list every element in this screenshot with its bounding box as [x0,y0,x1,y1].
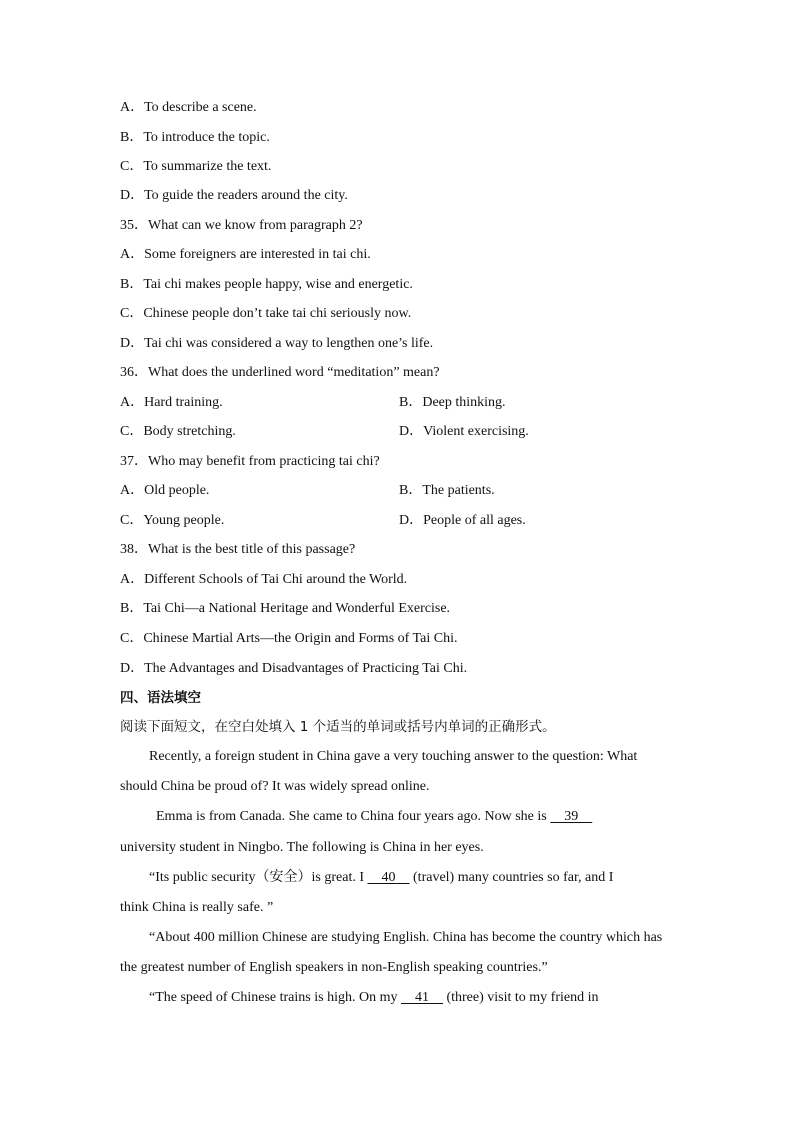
q36-option-b: B．Deep thinking. [399,395,506,410]
passage-paragraph-4-line-1: “About 400 million Chinese are studying English. China has become the country which has [149,930,663,945]
passage-paragraph-3-line-2: think China is really safe. ” [120,900,274,915]
passage-text: (travel) many countries so far, and I [409,870,614,885]
q37-stem: 37．Who may benefit from practicing tai chi? [120,454,380,469]
q35-option-b: B．Tai chi makes people happy, wise and energetic. [120,277,413,292]
passage-text: “The speed of Chinese trains is high. On my [149,990,401,1005]
section-instruction: 阅读下面短文，在空白处填入 1 个适当的单词或括号内单词的正确形式。 [120,719,556,735]
q35-option-a: A．Some foreigners are interested in tai chi. [120,247,371,262]
q36-stem: 36．What does the underlined word “meditation” mean? [120,365,440,380]
passage-paragraph-3-line-1 [149,869,613,887]
q35-option-c: C．Chinese people don’t take tai chi seriously now. [120,306,412,321]
passage-paragraph-4-line-2: the greatest number of English speakers in non-English speaking countries.” [120,960,548,975]
passage-paragraph-2-line-1 [156,808,592,826]
passage-paragraph-1-line-2: should China be proud of? It was widely spread online. [120,779,430,794]
q34-option-a: A．To describe a scene. [120,100,257,115]
passage-paragraph-1-line-1: Recently, a foreign student in China gave a very touching answer to the question: What [149,749,638,764]
passage-text: (three) visit to my friend in [442,990,599,1005]
q38-stem: 38．What is the best title of this passage? [120,542,356,557]
q37-option-d: D．People of all ages. [399,513,526,528]
q35-option-d: D．Tai chi was considered a way to lengthen one’s life. [120,336,434,351]
q38-option-b: B．Tai Chi—a National Heritage and Wonderful Exercise. [120,601,451,616]
q34-option-b: B．To introduce the topic. [120,130,270,145]
section-heading: 四、语法填空 [120,690,201,706]
q38-option-c: C．Chinese Martial Arts—the Origin and Forms of Tai Chi. [120,631,458,646]
q35-stem: 35．What can we know from paragraph 2? [120,218,363,233]
q34-option-c: C．To summarize the text. [120,159,272,174]
q36-option-c: C．Body stretching. [120,424,236,439]
q37-option-c: C．Young people. [120,513,225,528]
blank-40: 40 [367,870,410,885]
q38-option-d: D．The Advantages and Disadvantages of Practicing Tai Chi. [120,661,468,676]
q36-option-d: D．Violent exercising. [399,424,529,439]
blank-39: 39 [550,809,593,824]
q34-option-d: D．To guide the readers around the city. [120,188,348,203]
q37-option-b: B．The patients. [399,483,495,498]
blank-41: 41 [400,990,443,1005]
q37-option-a: A．Old people. [120,483,210,498]
passage-text: Emma is from Canada. She came to China four years ago. Now she is [156,809,551,824]
passage-paragraph-2-line-2: university student in Ningbo. The following is China in her eyes. [120,840,484,855]
q36-option-a: A．Hard training. [120,395,223,410]
q38-option-a: A．Different Schools of Tai Chi around the World. [120,572,408,587]
passage-text: “Its public security（安全）is great. I [149,870,368,885]
passage-paragraph-5-line-1 [149,989,598,1007]
